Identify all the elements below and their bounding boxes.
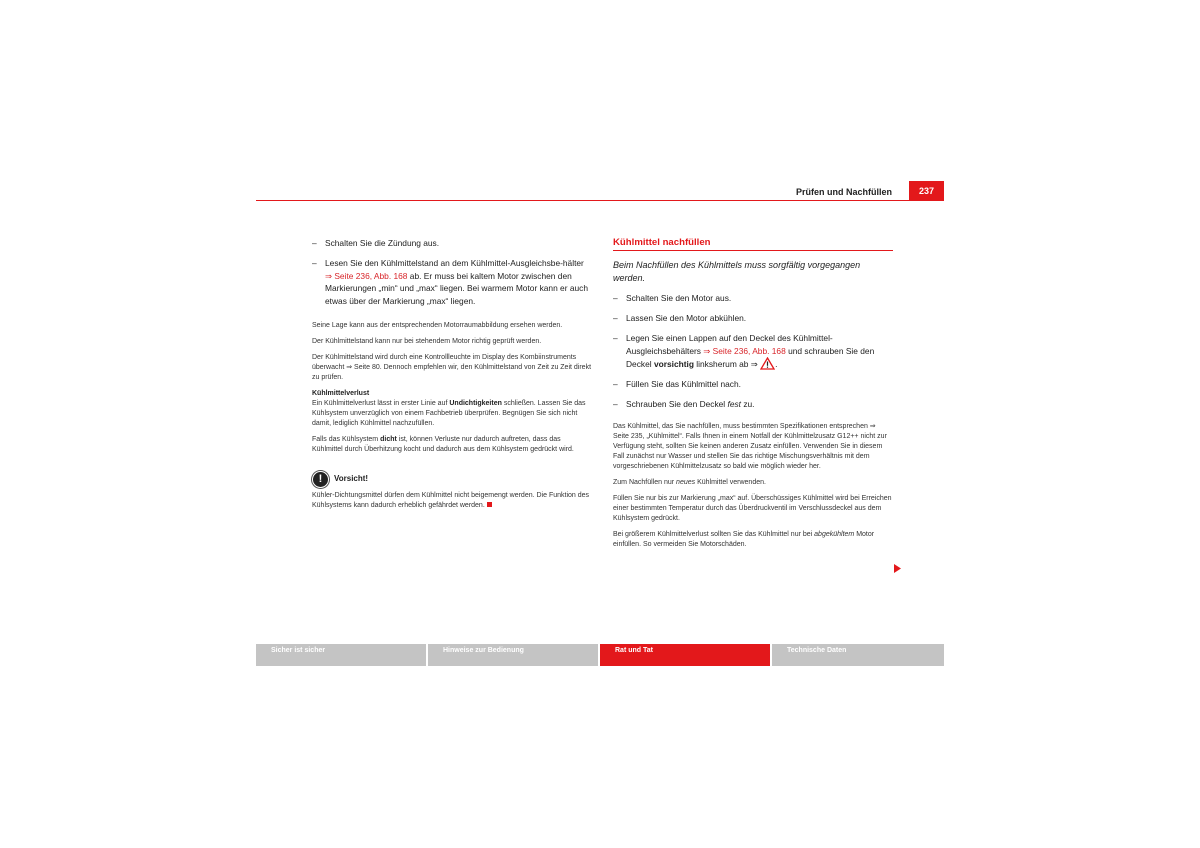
step-text: ab. Er muss bei kaltem Motor zwischen den Markierungen „min“ und „max“ liegen. Bei warmem Motor kann er auch etwas über der Markierung „max“ liegen.: [325, 270, 588, 306]
body-paragraph: [312, 399, 592, 429]
bold-text: vorsichtig: [653, 359, 694, 369]
warning-triangle-icon[interactable]: [760, 357, 775, 370]
body-paragraph: [312, 435, 592, 455]
text-span: schließen. Lassen Sie das Kühlsystem unverzüglich von einem Fachbetrieb überprüfen. Begnügen Sie sich nicht damit, lediglich Kühlmittel nachzufüllen.: [312, 399, 586, 427]
step-text: Lesen Sie den Kühlmittelstand an dem Kühlmittel-Ausgleichsbe-hälter: [325, 258, 584, 268]
section-subheading: Kühlmittelverlust: [312, 389, 370, 397]
section-title: Kühlmittel nachfüllen: [613, 237, 893, 251]
text-span: Ein Kühlmittelverlust lässt in erster Linie auf: [312, 399, 448, 407]
caution-icon: !: [312, 471, 329, 488]
page-reference-link[interactable]: ⇒ Seite 236, Abb. 168: [703, 345, 786, 356]
step-item: [613, 312, 893, 325]
dash-bullet: –: [613, 293, 618, 303]
dash-bullet: –: [613, 379, 618, 389]
step-text: und schrauben Sie den Deckel: [626, 345, 875, 369]
right-column: [613, 237, 893, 556]
dash-bullet: –: [312, 238, 317, 248]
step-item: [312, 237, 592, 250]
header-title: Prüfen und Nachfüllen: [795, 187, 892, 197]
text-span: Kühler-Dichtungsmittel dürfen dem Kühlmittel nicht beigemengt werden. Die Funktion des Kühlsystems kann dadurch erheblich gefährdet werden.: [312, 491, 590, 509]
caution-header: [312, 471, 592, 488]
step-text: Füllen Sie das Kühlmittel nach.: [626, 379, 741, 389]
footer-tab-hinweise[interactable]: Hinweise zur Bedienung: [428, 644, 598, 666]
italic-text: fest: [727, 399, 741, 409]
dash-bullet: –: [613, 313, 618, 323]
step-text: Lassen Sie den Motor abkühlen.: [626, 313, 747, 323]
text-span: Kühlmittel verwenden.: [697, 479, 766, 486]
body-paragraph: Füllen Sie nur bis zur Markierung „max“ auf. Überschüssiges Kühlmittel wird bei Erreichen einer bestimmten Temperatur durch das Überdruckventil im Verschlussdeckel aus dem Kühlsystem gedrückt.: [613, 495, 892, 522]
step-text: Schalten Sie die Zündung aus.: [325, 238, 440, 248]
intro-text: Beim Nachfüllen des Kühlmittels muss sorgfältig vorgegangen werden.: [613, 260, 861, 283]
dash-bullet: –: [312, 258, 317, 268]
header-rule: [256, 200, 944, 201]
dash-bullet: –: [613, 399, 618, 409]
end-marker-icon: [487, 502, 492, 507]
text-span: ist, können Verluste nur dadurch auftreten, dass das Kühlmittel durch Überhitzung kocht und dadurch aus dem Kühlsystem gedrückt wird.: [312, 435, 574, 453]
left-column: [312, 237, 592, 517]
step-item: – Legen Sie einen Lappen auf den Deckel des Kühlmittel-Ausgleichsbehälters ⇒ Seite 236, Abb. 168 und schrauben Sie den Deckel vorsichtig linksherum ab ⇒ .: [613, 333, 875, 369]
bold-text: dicht: [380, 435, 397, 443]
dash-bullet: –: [613, 333, 618, 343]
bold-text: Undichtigkeiten: [449, 399, 502, 407]
step-text: Schalten Sie den Motor aus.: [626, 293, 732, 303]
italic-text: abgekühltem: [814, 531, 855, 538]
text-span: Zum Nachfüllen nur: [613, 479, 675, 486]
step-text: zu.: [743, 399, 755, 409]
footer-tab-rat-und-tat[interactable]: Rat und Tat: [600, 644, 770, 666]
footer-tab-sicher[interactable]: Sicher ist sicher: [256, 644, 426, 666]
page-number: 237: [909, 181, 944, 200]
body-paragraph: Der Kühlmittelstand wird durch eine Kontrollleuchte im Display des Kombiinstruments überwacht ⇒ Seite 80. Dennoch empfehlen wir, den Kühlmittelstand von Zeit zu Zeit direkt zu prüfen.: [312, 353, 592, 381]
body-paragraph: Der Kühlmittelstand kann nur bei stehendem Motor richtig geprüft werden.: [312, 337, 542, 345]
text-span: Motor einfüllen. So vermeiden Sie Motorschäden.: [613, 531, 875, 548]
page-reference-link[interactable]: ⇒ Seite 236, Abb. 168: [325, 270, 408, 281]
italic-text: neues: [676, 479, 696, 486]
step-item: [613, 292, 893, 305]
continue-arrow-icon[interactable]: [894, 564, 901, 573]
footer-tab-technische-daten[interactable]: Technische Daten: [772, 644, 944, 666]
body-paragraph: Das Kühlmittel, das Sie nachfüllen, muss bestimmten Spezifikationen entsprechen ⇒ Seite 235, „Kühlmittel“. Falls Ihnen in einem Notfall der Kühlmittelzusatz G12++ nicht zur Verfügung steht, sollten Sie keinen anderen Zusatz einfüllen. Verwenden Sie in diesem Fall zunächst nur Wasser und stellen Sie das richtige Mischungsverhältnis mit dem vorgeschriebenen Kühlmittelzusatz so bald wie möglich wieder her.: [613, 423, 887, 470]
step-text: Legen Sie einen Lappen auf den Deckel des Kühlmittel-Ausgleichsbehälters: [626, 333, 833, 356]
caution-text: [312, 491, 592, 511]
step-item: [613, 378, 893, 391]
body-paragraph: [613, 530, 893, 550]
step-item: [312, 257, 592, 307]
text-span: Bei größerem Kühlmittelverlust sollten Sie das Kühlmittel nur bei: [613, 531, 813, 538]
step-text: linksherum ab ⇒: [696, 359, 758, 369]
text-span: Falls das Kühlsystem: [312, 435, 379, 443]
caution-label: Vorsicht!: [334, 474, 369, 483]
step-text: Schrauben Sie den Deckel: [626, 399, 726, 409]
body-paragraph: [613, 478, 893, 488]
body-paragraph: Seine Lage kann aus der entsprechenden Motorraumabbildung ersehen werden.: [312, 321, 563, 329]
step-item: [613, 398, 893, 411]
